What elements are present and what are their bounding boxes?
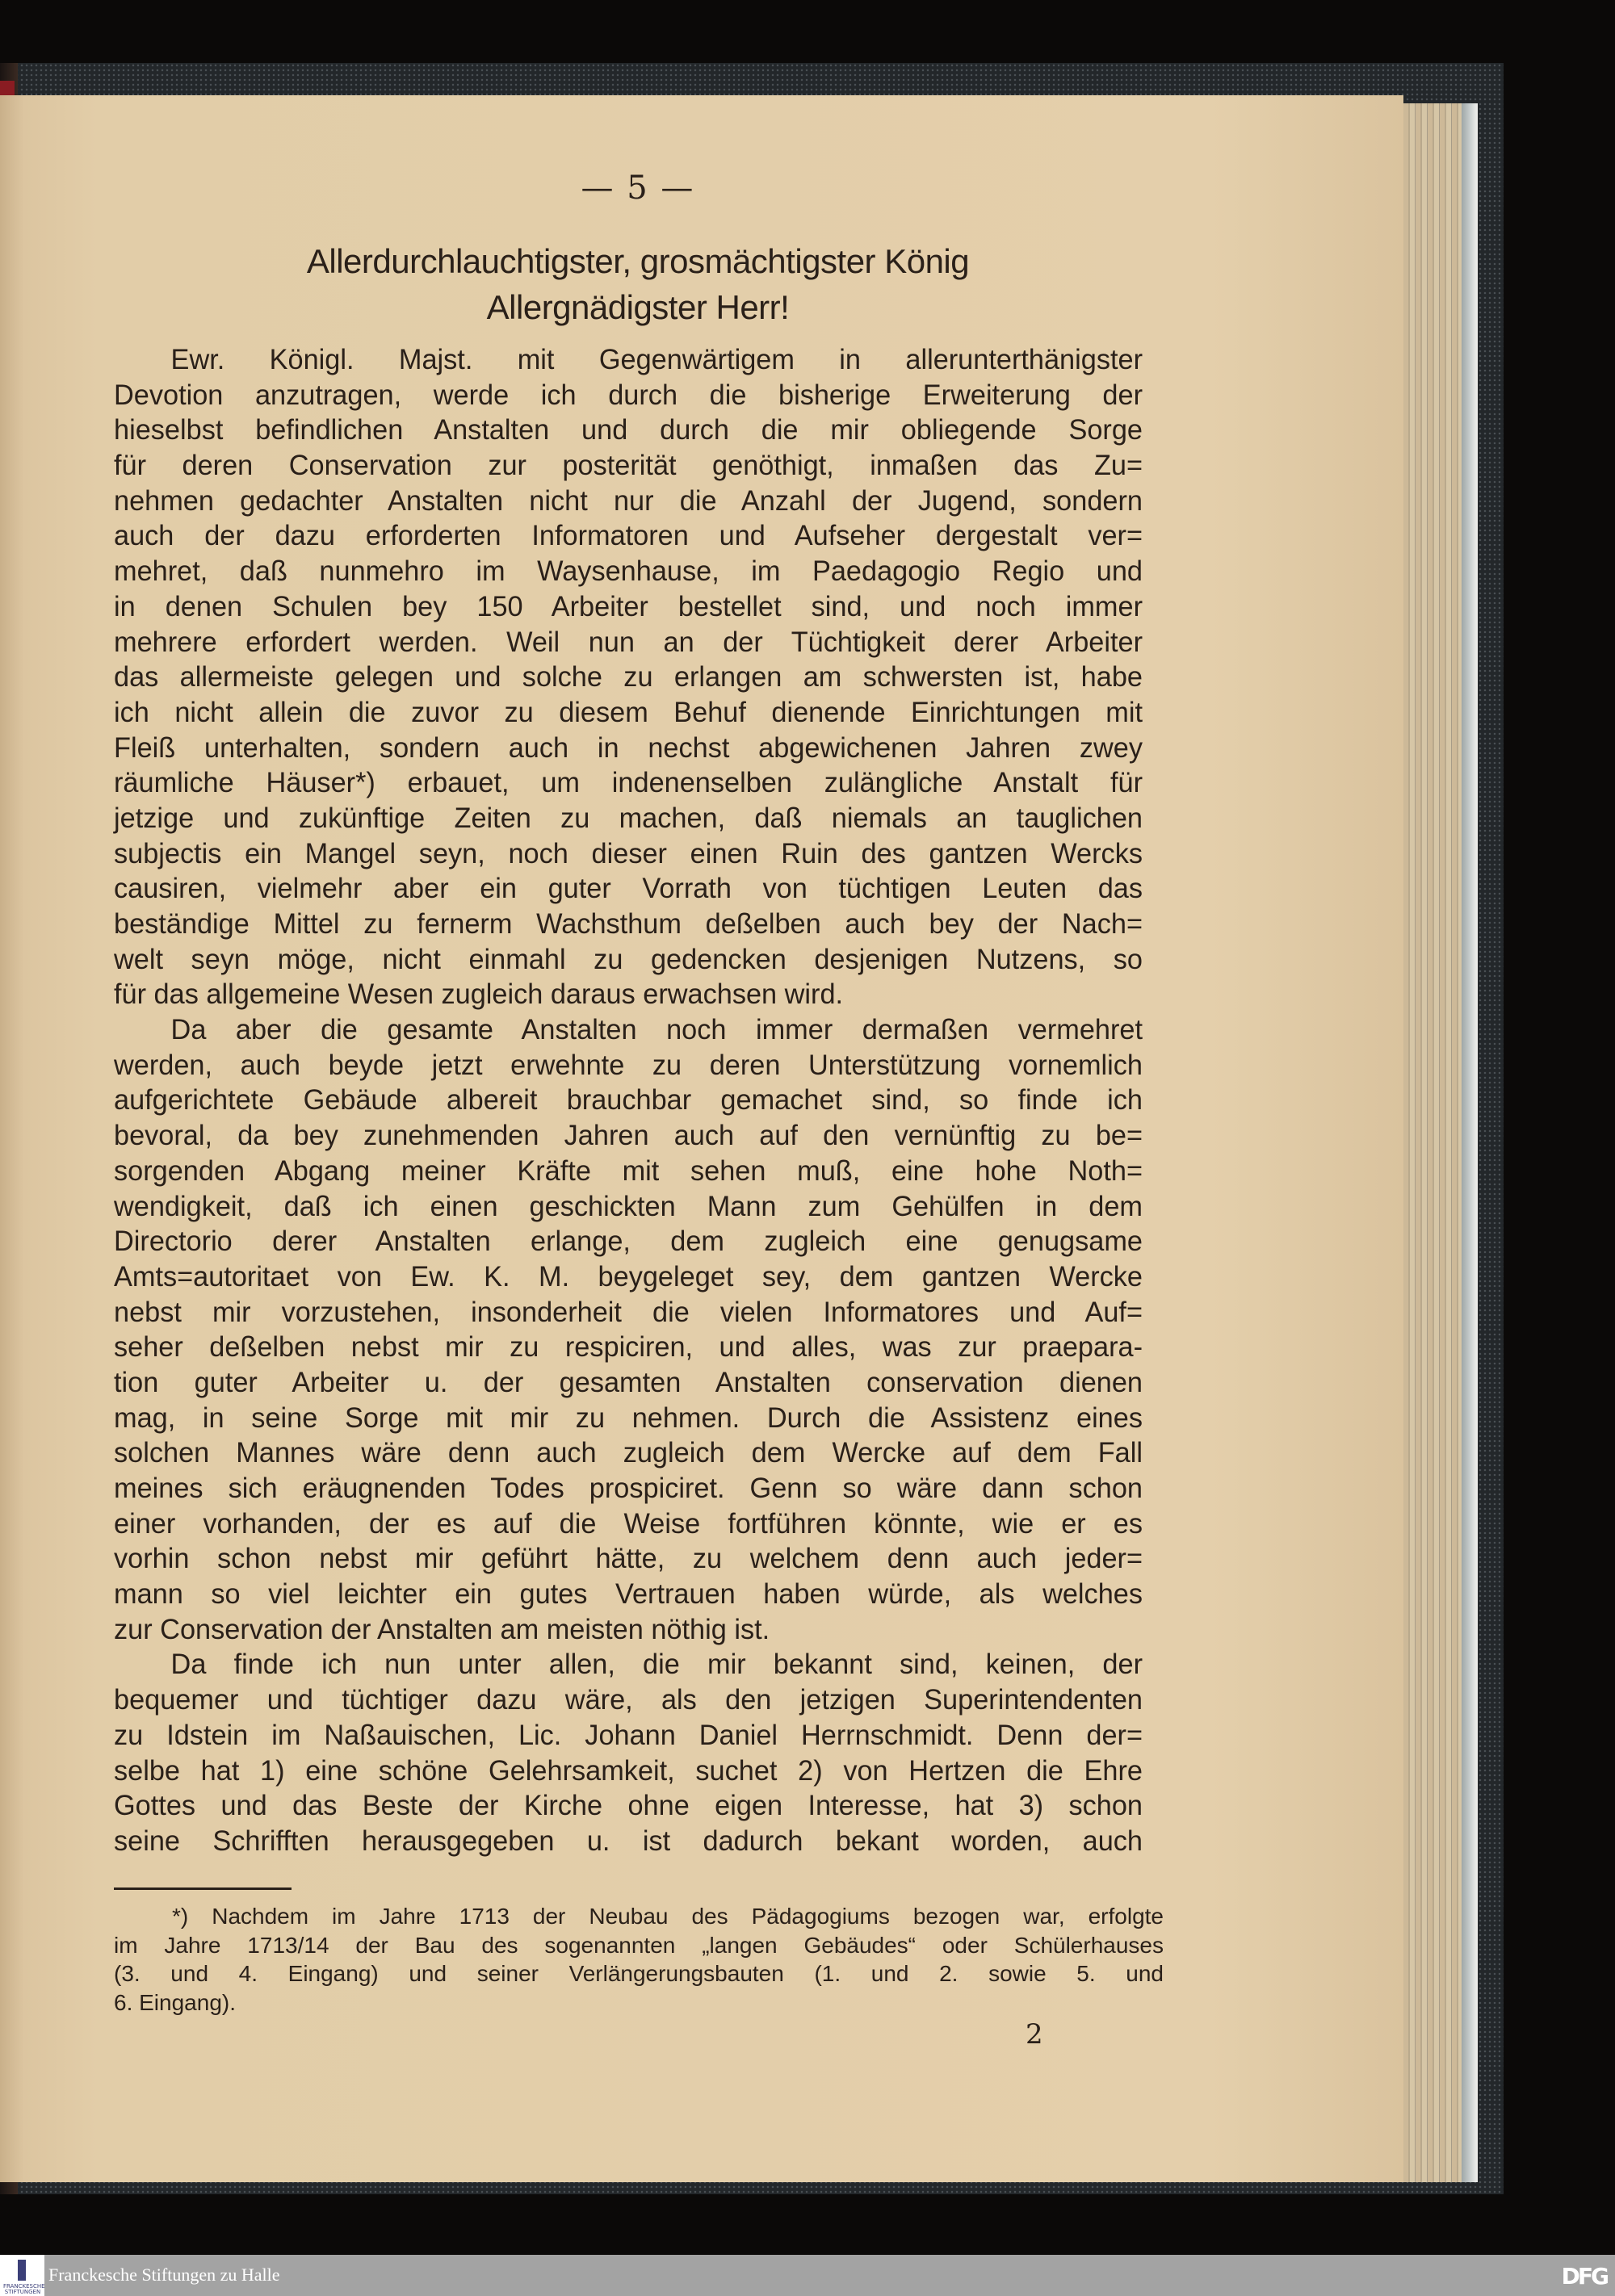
signature-mark: 2 [1026, 2018, 1043, 2051]
text-line: welt seyn möge, nicht einmahl zu gedencken desjenigen Nutzens, so [114, 943, 1143, 975]
text-line: mag, in seine Sorge mit mir zu nehmen. Durch die Assistenz eines [114, 1401, 1143, 1434]
text-line: wendigkeit, daß ich einen geschickten Mann zum Gehülfen in dem [114, 1190, 1143, 1222]
text-line: bevoral, da bey zunehmenden Jahren auch auf den vernünftig zu be= [114, 1120, 1143, 1152]
text-line: nebst mir vorzustehen, insonderheit die vielen Informatores und Auf= [114, 1296, 1143, 1328]
footnote-line: (3. und 4. Eingang) und seiner Verlängerungsbauten (1. und 2. sowie 5. und [114, 1961, 1164, 1986]
text-line: zur Conservation der Anstalten am meisten nöthig ist. [114, 1613, 770, 1645]
footnote-line: 6. Eingang). [114, 1989, 236, 2015]
text-line: seine Schrifften herausgegeben u. ist dadurch bekant worden, auch [114, 1825, 1143, 1857]
footnote [114, 1902, 1164, 2017]
text-line: räumliche Häuser*) erbauet, um indenenselben zulängliche Anstalt für [114, 767, 1143, 799]
text-line: mann so viel leichter ein gutes Vertrauen haben würde, als welches [114, 1578, 1143, 1611]
text-line: subjectis ein Mangel seyn, noch dieser einen Ruin des gantzen Wercks [114, 837, 1143, 869]
text-line: Ewr. Königl. Majst. mit Gegenwärtigem in allerunterthänigster [170, 344, 1143, 375]
text-line: werden, auch beyde jetzt erwehnte zu deren Unterstützung vornemlich [114, 1049, 1143, 1081]
text-line: auch der dazu erforderten Informatoren und Aufseher dergestalt ver= [114, 520, 1143, 552]
text-line: aufgerichtete Gebäude albereit brauchbar gemachet sind, so finde ich [114, 1084, 1143, 1117]
text-line: vorhin schon nebst mir geführt hätte, zu welchem denn auch jeder= [114, 1543, 1143, 1575]
salutation-line-2: Allergnädigster Herr! [486, 288, 790, 326]
text-line: tion guter Arbeiter u. der gesamten Anstalten conservation dienen [114, 1366, 1143, 1398]
text-line: Da aber die gesamte Anstalten noch immer dermaßen vermehret [170, 1014, 1143, 1046]
text-line: bequemer und tüchtiger dazu wäre, als den jetzigen Superintendenten [114, 1684, 1143, 1716]
institution-name: Franckesche Stiftungen zu Halle [48, 2265, 280, 2285]
text-line: selbe hat 1) eine schöne Gelehrsamkeit, suchet 2) von Hertzen die Ehre [114, 1754, 1143, 1787]
text-line: meines sich eräugnenden Todes prospiciret. Genn so wäre dann schon [114, 1473, 1143, 1504]
body-text [114, 342, 1164, 1859]
text-line: mehrere erfordert werden. Weil nun an der Tüchtigkeit derer Arbeiter [114, 626, 1143, 658]
text-line: jetzige und zukünftige Zeiten zu machen, daß niemals an tauglichen [114, 802, 1143, 834]
salutation-line-1: Allerdurchlauchtigster, grosmächtigster König [306, 242, 970, 280]
logo-caption: FRANCKESCHE STIFTUNGEN [3, 2283, 45, 2295]
dfg-logo: DFG [1561, 2263, 1607, 2290]
tower-icon [18, 2260, 26, 2281]
text-line: einer vorhanden, der es auf die Weise fortführen könnte, wie er es [114, 1507, 1143, 1540]
text-line: Da finde ich nun unter allen, die mir bekannt sind, keinen, der [170, 1649, 1143, 1681]
text-line: mehret, daß nunmehro im Waysenhause, im Paedagogio Regio und [114, 555, 1143, 588]
page-edges [1403, 103, 1478, 2182]
footnote-rule [114, 1887, 292, 1890]
franckesche-stiftungen-logo [0, 2255, 44, 2296]
text-line: beständige Mittel zu fernerm Wachsthum deßelben auch bey der Nach= [114, 908, 1143, 940]
text-line: zu Idstein im Naßauischen, Lic. Johann Daniel Herrnschmidt. Denn der= [114, 1719, 1143, 1751]
text-line: für deren Conservation zur posterität genöthigt, inmaßen das Zu= [114, 450, 1143, 482]
text-line: Gottes und das Beste der Kirche ohne eigen Interesse, hat 3) schon [114, 1790, 1143, 1822]
text-line: Fleiß unterhalten, sondern auch in nechst abgewichenen Jahren zwey [114, 731, 1143, 764]
footnote-line: *) Nachdem im Jahre 1713 der Neubau des Pädagogiums bezogen war, erfolgte [172, 1904, 1164, 1929]
text-line: nehmen gedachter Anstalten nicht nur die Anzahl der Jugend, sondern [114, 484, 1143, 517]
viewer-footer [0, 2255, 1615, 2296]
footnote-line: im Jahre 1713/14 der Bau des sogenannten „langen Gebäudes“ oder Schülerhauses [114, 1932, 1164, 1958]
text-line: in denen Schulen bey 150 Arbeiter bestellet sind, und noch immer [114, 590, 1143, 622]
text-line: causiren, vielmehr aber ein guter Vorrath von tüchtigen Leuten das [114, 873, 1143, 905]
text-line: solchen Mannes wäre denn auch zugleich dem Wercke auf dem Fall [114, 1437, 1143, 1469]
text-line: sorgenden Abgang meiner Kräfte mit sehen muß, eine hohe Noth= [114, 1154, 1143, 1187]
page-number: — 5 — [581, 170, 695, 207]
text-line: seher deßelben nebst mir zu respiciren, und alles, was zur praepara- [114, 1331, 1143, 1364]
text-line: hieselbst befindlichen Anstalten und durch die mir obliegende Sorge [114, 414, 1143, 446]
text-line: ich nicht allein die zuvor zu diesem Behuf dienende Einrichtungen mit [114, 696, 1143, 728]
text-line: für das allgemeine Wesen zugleich daraus erwachsen wird. [114, 978, 844, 1011]
text-line: Amts=autoritaet von Ew. K. M. beygeleget sey, dem gantzen Wercke [114, 1260, 1143, 1293]
text-line: Devotion anzutragen, werde ich durch die bisherige Erweiterung der [114, 379, 1143, 411]
text-line: das allermeiste gelegen und solche zu erlangen am schwersten ist, habe [114, 661, 1143, 693]
text-line: Directorio derer Anstalten erlange, dem zugleich eine genugsame [114, 1226, 1143, 1258]
